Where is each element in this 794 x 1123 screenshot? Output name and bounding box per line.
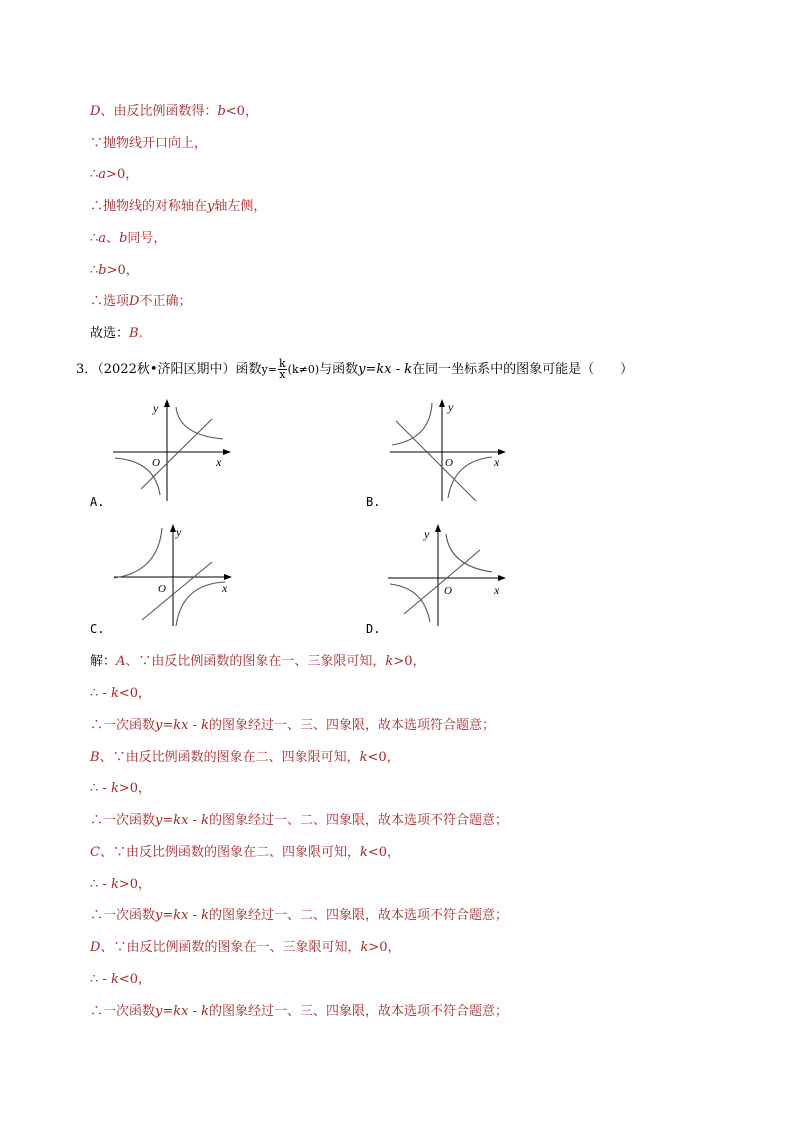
svg-text:x: x bbox=[494, 455, 500, 469]
svg-text:y: y bbox=[448, 400, 454, 414]
graph-b bbox=[384, 395, 514, 505]
svg-text:O: O bbox=[445, 457, 453, 469]
answer-line-d: D、由反比例函数得：b<0， bbox=[90, 104, 258, 119]
solution-a-2: ∴ - k<0， bbox=[90, 686, 152, 701]
solution-a-1: 解：A、∵由反比例函数的图象在一、三象限可知，k>0， bbox=[90, 654, 426, 669]
y-axis-label: y bbox=[153, 401, 159, 415]
answer-line-b-positive: ∴b>0， bbox=[90, 263, 139, 278]
graph-c bbox=[110, 522, 240, 632]
answer-choice: 故选：B. bbox=[90, 326, 143, 341]
x-axis-label: x bbox=[216, 455, 222, 469]
graph-a bbox=[105, 395, 235, 505]
svg-text:O: O bbox=[444, 585, 452, 597]
svg-text:y: y bbox=[424, 527, 430, 541]
solution-b-1: B、∵由反比例函数的图象在二、四象限可知，k<0， bbox=[90, 750, 400, 765]
solution-c-3: ∴一次函数y=kx - k的图象经过一、二、四象限，故本选项不符合题意； bbox=[90, 908, 509, 923]
solution-b-3: ∴一次函数y=kx - k的图象经过一、二、四象限，故本选项不符合题意； bbox=[90, 813, 509, 828]
answer-line-parabola-up: ∵抛物线开口向上， bbox=[90, 136, 208, 151]
graph-d bbox=[384, 522, 514, 632]
answer-line-a-positive: ∴a>0， bbox=[90, 167, 139, 182]
option-a-label: A. bbox=[90, 495, 105, 509]
solution-d-2: ∴ - k<0， bbox=[90, 972, 152, 987]
fraction-k-over-x: $\frac{k}{x}$ bbox=[278, 357, 286, 381]
option-b-label: B. bbox=[366, 495, 381, 509]
answer-line-same-sign: ∴a、b同号， bbox=[90, 231, 167, 246]
svg-text:x: x bbox=[494, 583, 500, 597]
option-d-label: D. bbox=[366, 622, 381, 636]
origin-label: O bbox=[152, 457, 160, 469]
answer-line-axis-left: ∴抛物线的对称轴在y轴左侧， bbox=[90, 199, 267, 214]
answer-line-d-incorrect: ∴选项D不正确； bbox=[90, 294, 192, 309]
svg-text:O: O bbox=[158, 583, 166, 595]
solution-c-2: ∴ - k>0， bbox=[90, 877, 152, 892]
solution-b-2: ∴ - k>0， bbox=[90, 781, 152, 796]
solution-c-1: C、∵由反比例函数的图象在二、四象限可知，k<0， bbox=[90, 845, 401, 860]
solution-a-3: ∴一次函数y=kx - k的图象经过一、三、四象限，故本选项符合题意； bbox=[90, 718, 496, 733]
option-c-label: C. bbox=[90, 622, 105, 636]
solution-d-1: D、∵由反比例函数的图象在一、三象限可知，k>0， bbox=[90, 940, 401, 955]
solution-d-3: ∴一次函数y=kx - k的图象经过一、三、四象限，故本选项不符合题意； bbox=[90, 1004, 509, 1019]
svg-text:x: x bbox=[222, 581, 228, 595]
question-3: 3．（2022秋•济阳区期中）函数y= $\frac{k}{x}$ (k≠0)与函数y=kx - k在同一坐标系中的图象可能是（ ） bbox=[76, 357, 634, 381]
svg-text:y: y bbox=[176, 525, 182, 539]
